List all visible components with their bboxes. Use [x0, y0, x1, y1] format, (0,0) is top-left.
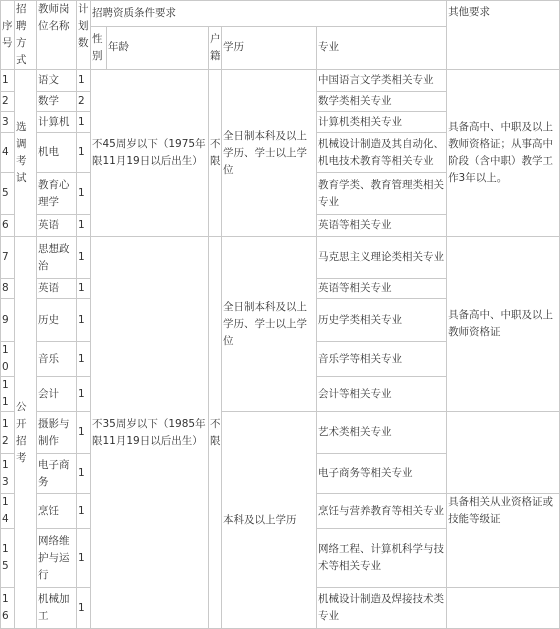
cell-plan: 1 [77, 173, 91, 215]
cell-plan: 1 [77, 588, 91, 629]
cell-major: 艺术类相关专业 [317, 412, 447, 454]
cell-plan: 1 [77, 454, 91, 494]
header-seq: 序号 [1, 1, 15, 70]
cell-plan: 1 [77, 412, 91, 454]
cell-post: 电子商务 [37, 454, 77, 494]
cell-major: 机械设计制造及焊接技术类专业 [317, 588, 447, 629]
cell-other-group-c: 具备相关从业资格证或技能等级证 [447, 494, 560, 588]
cell-seq: 7 [1, 237, 15, 279]
cell-major: 计算机类相关专业 [317, 112, 447, 133]
cell-education-group-b: 全日制本科及以上学历、学士以上学位 [222, 237, 317, 412]
cell-major: 马克思主义理论类相关专业 [317, 237, 447, 279]
cell-seq: 3 [1, 112, 15, 133]
cell-method-group-b: 公开招考 [15, 237, 37, 629]
cell-plan: 1 [77, 133, 91, 173]
cell-other-blank [447, 412, 560, 494]
header-requirements-group: 招聘资质条件要求 [91, 1, 447, 27]
cell-post: 历史 [37, 299, 77, 342]
cell-seq: 11 [1, 377, 15, 412]
cell-plan: 1 [77, 377, 91, 412]
cell-plan: 1 [77, 494, 91, 529]
cell-seq: 2 [1, 92, 15, 112]
cell-post: 机械加工 [37, 588, 77, 629]
cell-seq: 15 [1, 529, 15, 588]
cell-major: 数学类相关专业 [317, 92, 447, 112]
table-row [1, 70, 560, 92]
cell-method-group-a: 选调考试 [15, 70, 37, 237]
header-age: 年龄 [107, 26, 209, 69]
cell-seq: 10 [1, 342, 15, 377]
cell-hukou-group-b: 不限 [209, 237, 222, 629]
cell-plan: 1 [77, 342, 91, 377]
cell-major: 网络工程、计算机科学与技术等相关专业 [317, 529, 447, 588]
cell-major: 中国语言文学类相关专业 [317, 70, 447, 92]
cell-post: 数学 [37, 92, 77, 112]
header-hukou: 户籍 [209, 26, 222, 69]
cell-age-group-b: 不35周岁以下（1985年限11月19日以后出生） [91, 237, 209, 629]
cell-seq: 4 [1, 133, 15, 173]
cell-seq: 1 [1, 70, 15, 92]
cell-post: 计算机 [37, 112, 77, 133]
cell-post: 网络维护与运行 [37, 529, 77, 588]
cell-post: 机电 [37, 133, 77, 173]
cell-plan: 1 [77, 237, 91, 279]
cell-major: 音乐学等相关专业 [317, 342, 447, 377]
cell-major: 烹饪与营养教育等相关专业 [317, 494, 447, 529]
cell-seq: 8 [1, 279, 15, 299]
cell-age-group-a: 不45周岁以下（1975年限11月19日以后出生） [91, 70, 209, 237]
cell-plan: 1 [77, 112, 91, 133]
header-post: 教师岗位名称 [37, 1, 77, 70]
cell-seq: 9 [1, 299, 15, 342]
cell-major: 会计等相关专业 [317, 377, 447, 412]
cell-post: 音乐 [37, 342, 77, 377]
cell-post: 英语 [37, 279, 77, 299]
cell-other-group-a: 具备高中、中职及以上教师资格证；从事高中阶段（含中职）教学工作3年以上。 [447, 70, 560, 237]
table-row [1, 412, 560, 454]
cell-major: 英语等相关专业 [317, 215, 447, 237]
cell-seq: 13 [1, 454, 15, 494]
cell-other-group-b: 具备高中、中职及以上教师资格证 [447, 237, 560, 412]
cell-post: 会计 [37, 377, 77, 412]
cell-education-group-c: 本科及以上学历 [222, 412, 317, 629]
cell-major: 教育学类、教育管理类相关专业 [317, 173, 447, 215]
cell-post: 教育心理学 [37, 173, 77, 215]
cell-post: 摄影与制作 [37, 412, 77, 454]
cell-plan: 1 [77, 279, 91, 299]
cell-seq: 5 [1, 173, 15, 215]
cell-seq: 12 [1, 412, 15, 454]
cell-plan: 1 [77, 70, 91, 92]
cell-major: 英语等相关专业 [317, 279, 447, 299]
cell-seq: 16 [1, 588, 15, 629]
cell-post: 思想政治 [37, 237, 77, 279]
cell-major: 电子商务等相关专业 [317, 454, 447, 494]
cell-seq: 6 [1, 215, 15, 237]
header-gender: 性别 [91, 26, 107, 69]
cell-seq: 14 [1, 494, 15, 529]
header-other: 其他要求 [447, 1, 560, 70]
cell-education-group-a: 全日制本科及以上学历、学士以上学位 [222, 70, 317, 237]
cell-post: 英语 [37, 215, 77, 237]
cell-major: 历史学类相关专业 [317, 299, 447, 342]
cell-post: 烹饪 [37, 494, 77, 529]
cell-major: 机械设计制造及其自动化、机电技术教育等相关专业 [317, 133, 447, 173]
cell-plan: 2 [77, 92, 91, 112]
table-row [1, 237, 560, 279]
cell-hukou-group-a: 不限 [209, 70, 222, 237]
cell-plan: 1 [77, 299, 91, 342]
header-plan: 计划数 [77, 1, 91, 70]
header-major: 专业 [317, 26, 447, 69]
cell-plan: 1 [77, 215, 91, 237]
cell-plan: 1 [77, 529, 91, 588]
header-education: 学历 [222, 26, 317, 69]
header-method: 招聘方式 [15, 1, 37, 70]
cell-post: 语文 [37, 70, 77, 92]
cell-other-blank [447, 588, 560, 629]
